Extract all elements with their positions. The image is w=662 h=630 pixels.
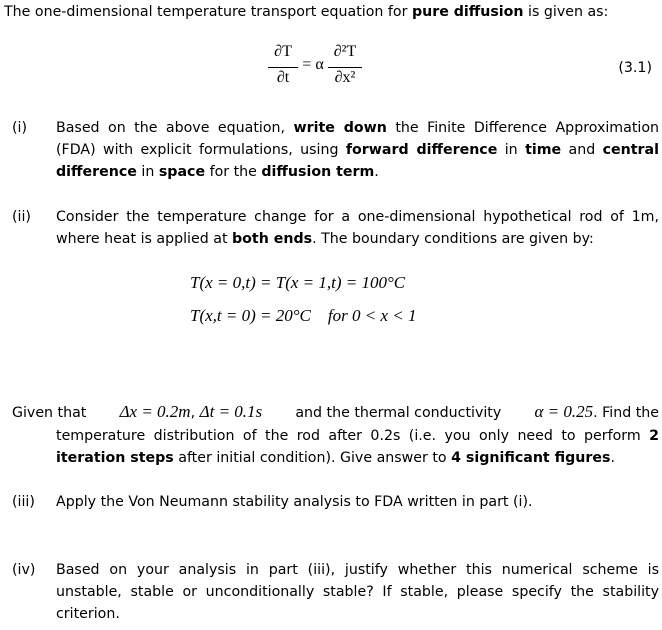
eq-denominator-right: ∂x² bbox=[334, 69, 356, 86]
eq-denominator-left: ∂t bbox=[276, 69, 290, 86]
boundary-condition-1: T(x = 0,t) = T(x = 1,t) = 100°C bbox=[190, 273, 406, 292]
equation-number: (3.1) bbox=[618, 60, 652, 76]
eq-numerator-right: ∂²T bbox=[333, 43, 357, 60]
part-iii-label: (iii) bbox=[12, 494, 35, 510]
part-ii-text: Consider the temperature change for a one-dimensional hypothetical rod of 1m, where heat is applied at both ends. The boundary conditions are given by: bbox=[56, 209, 659, 247]
eq-numerator-left: ∂T bbox=[274, 43, 292, 60]
eq-equals-alpha: = α bbox=[302, 56, 324, 73]
part-ii-label: (ii) bbox=[12, 209, 31, 225]
part-iii-text: Apply the Von Neumann stability analysis to FDA written in part (i). bbox=[56, 494, 533, 510]
intro-text: The one-dimensional temperature transport equation for pure diffusion is given as: bbox=[4, 4, 609, 20]
part-i-text: Based on the above equation, write down the Finite Difference Approximation (FDA) with explicit formulations, using forward difference in time and central difference in space for the diffusion term. bbox=[56, 120, 659, 180]
part-iv-text: Based on your analysis in part (iii), justify whether this numerical scheme is unstable, stable or unconditionally stable? If stable, please specify the stability criterion. bbox=[56, 562, 659, 622]
part-iv-label: (iv) bbox=[12, 562, 36, 578]
given-first-line: Given that Δx = 0.2m, Δt = 0.1s and the thermal conductivity α = 0.25. Find the bbox=[12, 402, 659, 421]
part-i-label: (i) bbox=[12, 120, 28, 136]
boundary-condition-2: T(x,t = 0) = 20°C for 0 < x < 1 bbox=[190, 306, 417, 325]
intro-bold-term: pure diffusion bbox=[411, 4, 524, 20]
given-continuation: temperature distribution of the rod after 0.2s (i.e. you only need to perform 2 iteration steps after initial condition). Give answer to 4 significant figures. bbox=[56, 428, 659, 466]
